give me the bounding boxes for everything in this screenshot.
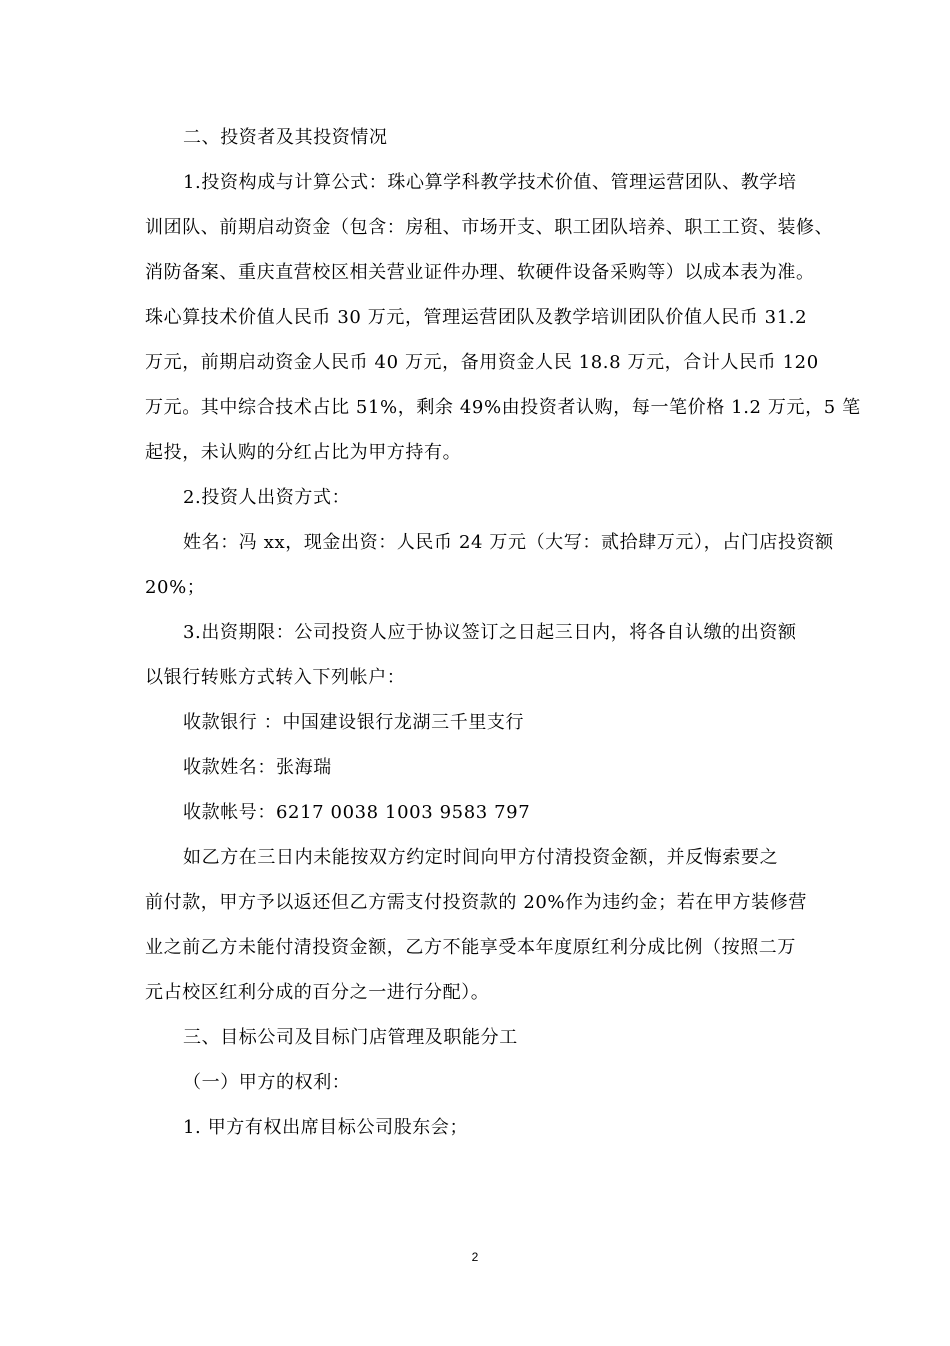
paragraph-line: 如乙方在三日内未能按双方约定时间向甲方付清投资金额，并反悔索要之 (183, 847, 779, 868)
paragraph-line: 元占校区红利分成的百分之一进行分配）。 (145, 982, 490, 1003)
paragraph-line: 以银行转账方式转入下列帐户： (145, 667, 406, 688)
paragraph-line: 消防备案、重庆直营校区相关营业证件办理、软硬件设备采购等）以成本表为准。 (145, 262, 815, 283)
paragraph-line: 万元，前期启动资金人民币 40 万元，备用资金人民 18.8 万元，合计人民币 120 (145, 352, 819, 373)
subsection-heading: 2.投资人出资方式： (183, 487, 351, 508)
receiving-name: 收款姓名：张海瑞 (183, 757, 332, 778)
paragraph-line: 业之前乙方未能付清投资金额，乙方不能享受本年度原红利分成比例（按照二万 (145, 937, 796, 958)
receiving-account: 收款帐号：6217 0038 1003 9583 797 (183, 802, 531, 823)
paragraph-line: 20%； (145, 577, 206, 598)
paragraph-line: 起投，未认购的分红占比为甲方持有。 (145, 442, 462, 463)
receiving-bank: 收款银行 ：中国建设银行龙湖三千里支行 (183, 712, 525, 733)
paragraph-line: 姓名：冯 xx，现金出资：人民币 24 万元（大写：贰拾肆万元），占门店投资额 (183, 532, 834, 553)
paragraph-line: 前付款，甲方予以返还但乙方需支付投资款的 20%作为违约金；若在甲方装修营 (145, 892, 807, 913)
page-number: 2 (471, 1250, 479, 1264)
paragraph-line: 1.投资构成与计算公式：珠心算学科教学技术价值、管理运营团队、教学培 (183, 172, 797, 193)
paragraph-line: 1. 甲方有权出席目标公司股东会； (183, 1117, 469, 1138)
paragraph-line: 珠心算技术价值人民币 30 万元，管理运营团队及教学培训团队价值人民币 31.2 (145, 307, 808, 328)
section-heading-management: 三、目标公司及目标门店管理及职能分工 (183, 1027, 518, 1048)
paragraph-line: 3.出资期限：公司投资人应于协议签订之日起三日内，将各自认缴的出资额 (183, 622, 797, 643)
paragraph-line: 万元。其中综合技术占比 51%，剩余 49%由投资者认购，每一笔价格 1.2 万元，5 笔 (145, 397, 861, 418)
subsection-heading: （一）甲方的权利： (183, 1072, 351, 1093)
paragraph-line: 训团队、前期启动资金（包含：房租、市场开支、职工团队培养、职工工资、装修、 (145, 217, 834, 238)
section-heading-investors: 二、投资者及其投资情况 (183, 127, 388, 148)
